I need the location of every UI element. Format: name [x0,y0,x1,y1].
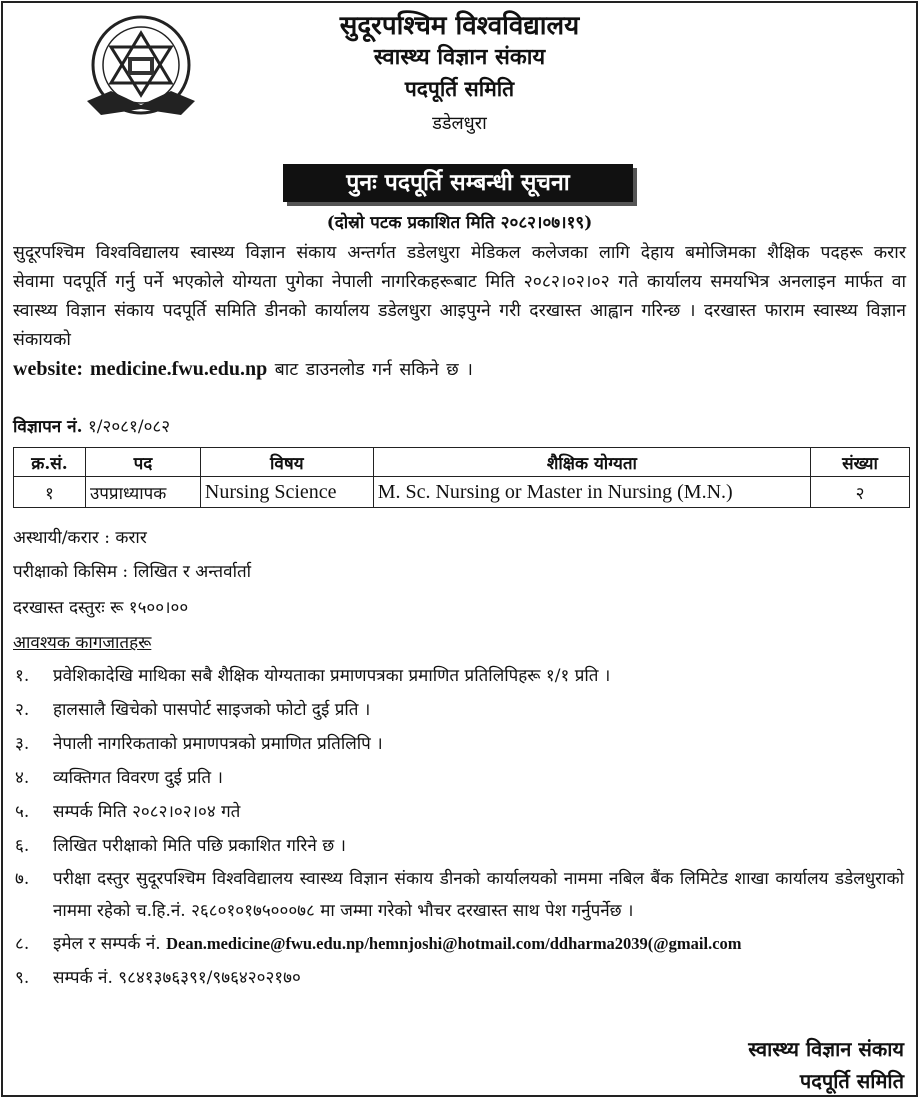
list-item: ९. सम्पर्क नं. ९८४१३७६३९१/९७६४२०२१७० [15,968,301,988]
employment-type: अस्थायी/करार : करार [13,528,147,548]
header-block [3,11,916,137]
publication-date: (दोस्रो पटक प्रकाशित मिति २०८२।०७।१९) [326,213,593,233]
table-row [14,477,910,508]
list-item: ८. इमेल र सम्पर्क नं. Dean.medicine@fwu.edu.np/hemnjoshi@hotmail.com/ddharma2039(@gmail.com [15,934,742,954]
advertisement-number [13,414,170,437]
cell-sn: १ [14,477,86,508]
list-item: ३. नेपाली नागरिकताको प्रमाणपत्रको प्रमाणित प्रतिलिपि । [15,734,383,754]
ad-number: १/२०८१/०८२ [87,417,171,437]
list-item: ६. लिखित परीक्षाको मिति पछि प्रकाशित गरिने छ । [15,836,346,856]
required-documents-list [3,659,904,995]
exam-type: परीक्षाको किसिम : लिखित र अन्तर्वार्ता [13,562,252,582]
col-header-qualification: शैक्षिक योग्यता [373,448,810,477]
list-item: १. प्रवेशिकादेखि माथिका सबै शैक्षिक योग्यताका प्रमाणपत्रका प्रमाणित प्रतिलिपिहरू १/१ प्रति । [15,666,611,686]
contact-emails: Dean.medicine@fwu.edu.np/hemnjoshi@hotmail.com/ddharma2039(@gmail.com [166,934,742,953]
list-item: ७. परीक्षा दस्तुर सुदूरपश्चिम विश्वविद्यालय स्वास्थ्य विज्ञान संकाय डीनको कार्यालयको नाममा नबिल बैंक लिमिटेड शाखा कार्यालय डडेलधुराको नाममा रहेको च.हि.नं. २६८०१०१७५०००७८ मा जम्मा गरेको भौचर दरखास्त साथ पेश गर्नुपर्नेछ । [15,869,904,921]
university-name: सुदूरपश्चिम विश्वविद्यालय [339,11,580,41]
posts-table [13,447,910,508]
cell-post: उपप्राध्यापक [85,477,200,508]
table-header-row [14,448,910,477]
notice-body [13,239,906,385]
notice-paragraph: सुदूरपश्चिम विश्वविद्यालय स्वास्थ्य विज्ञान संकाय अन्तर्गत डडेलधुरा मेडिकल कलेजका लागि देहाय बमोजिमका शैक्षिक पदहरू करार सेवामा पदपूर्ति गर्नु पर्ने भएकोले योग्यता पुगेका नेपाली नागरिकहरूबाट मिति २०८२।०२।०२ गते कार्यालय समयभित्र अनलाइन मार्फत वा स्वास्थ्य विज्ञान संकाय पदपूर्ति समिति डीनको कार्यालय डडेलधुरा आइपुग्ने गरी दरखास्त आह्वान गरिन्छ । दरखास्त फाराम स्वास्थ्य विज्ञान संकायको [13,243,906,350]
signature-committee: पदपूर्ति समिति [799,1069,904,1093]
col-header-post: पद [85,448,200,477]
list-item: ५. सम्पर्क मिति २०८२।०२।०४ गते [15,802,241,822]
faculty-name: स्वास्थ्य विज्ञान संकाय [373,44,546,70]
col-header-count: संख्या [811,448,910,477]
ad-label: विज्ञापन नं. [13,417,83,437]
website-text: website: medicine.fwu.edu.np [13,358,268,380]
notice-title-banner: पुनः पदपूर्ति सम्बन्धी सूचना [283,164,633,202]
committee-name: पदपूर्ति समिति [404,76,515,101]
col-header-sn: क्र.सं. [14,448,86,477]
website-suffix: बाट डाउनलोड गर्न सकिने छ । [267,360,473,380]
cell-count: २ [811,477,910,508]
notice-page [1,1,918,1097]
required-documents-heading: आवश्यक कागजातहरू [13,633,152,653]
location: डडेलधुरा [432,113,487,134]
signature-faculty: स्वास्थ्य विज्ञान संकाय [748,1037,904,1061]
cell-qualification: M. Sc. Nursing or Master in Nursing (M.N.) [373,477,810,508]
col-header-subject: विषय [200,448,373,477]
application-fee: दरखास्त दस्तुरः रू १५००।०० [13,598,189,618]
list-item: ४. व्यक्तिगत विवरण दुई प्रति । [15,768,223,788]
list-item: २. हालसालै खिचेको पासपोर्ट साइजको फोटो दुई प्रति । [15,700,371,720]
cell-subject: Nursing Science [200,477,373,508]
